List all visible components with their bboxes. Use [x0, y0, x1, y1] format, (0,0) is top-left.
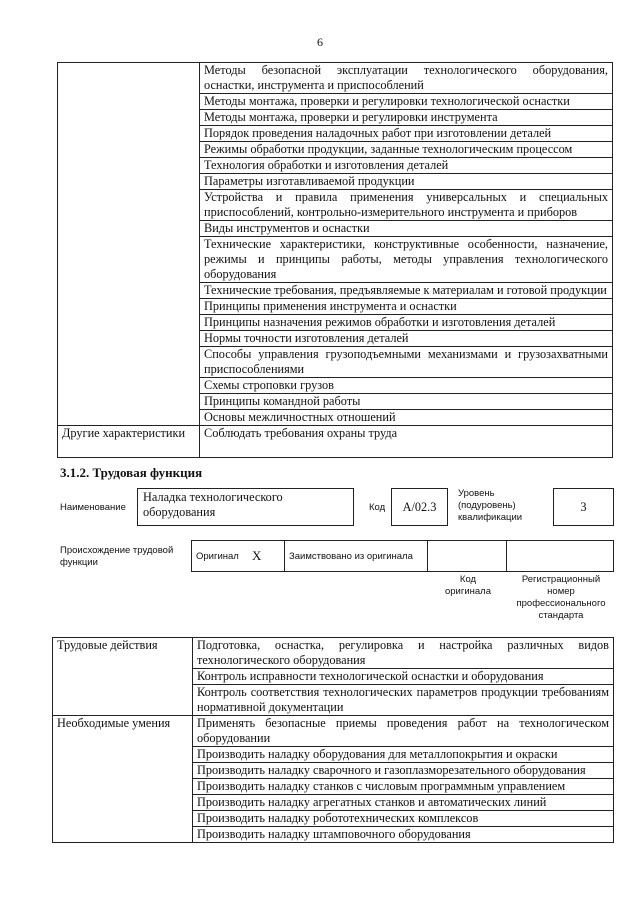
knowledge-row: Методы монтажа, проверки и регулировки технологической оснастки — [200, 94, 613, 110]
skill-row: Применять безопасные приемы проведения работ на технологическом оборудовании — [193, 716, 614, 747]
knowledge-row: Виды инструментов и оснастки — [200, 221, 613, 237]
level-value: 3 — [553, 488, 614, 526]
code-value: А/02.3 — [391, 488, 448, 526]
knowledge-row: Основы межличностных отношений — [200, 410, 613, 426]
code-original-cell — [427, 540, 507, 572]
other-characteristics-label: Другие характеристики — [58, 426, 200, 458]
skill-row: Производить наладку сварочного и газоплазморезательного оборудования — [193, 763, 614, 779]
knowledge-row: Принципы командной работы — [200, 394, 613, 410]
level-label: Уровень (подуровень) квалификации — [458, 488, 523, 523]
action-row: Подготовка, оснастка, регулировка и настройка различных видов технологического оборудования — [193, 638, 614, 669]
knowledge-row: Технология обработки и изготовления деталей — [200, 158, 613, 174]
name-value: Наладка технологического оборудования — [137, 488, 354, 526]
action-row: Контроль соответствия технологических параметров продукции требованиям нормативной документации — [193, 685, 614, 716]
knowledge-row: Методы безопасной эксплуатации технологического оборудования, оснастки, инструмента и приспособлений — [200, 63, 613, 94]
page-number: 6 — [317, 35, 323, 49]
name-label: Наименование — [60, 502, 126, 513]
knowledge-row: Устройства и правила применения универсальных и специальных приспособлений, контрольно-измерительного инструмента и приборов — [200, 190, 613, 221]
knowledge-row: Технические характеристики, конструктивные особенности, назначение, режимы и принципы работы, методы управления технологического оборудования — [200, 237, 613, 283]
knowledge-row: Режимы обработки продукции, заданные технологическим процессом — [200, 142, 613, 158]
origin-label: Происхождение трудовой функции — [60, 545, 174, 568]
knowledge-row: Порядок проведения наладочных работ при изготовлении деталей — [200, 126, 613, 142]
skill-row: Производить наладку станков с числовым программным управлением — [193, 779, 614, 795]
action-row: Контроль исправности технологической оснастки и оборудования — [193, 669, 614, 685]
actions-label: Трудовые действия — [53, 638, 193, 716]
reg-number-cell — [506, 540, 614, 572]
skill-row: Производить наладку оборудования для металлопокрытия и окраски — [193, 747, 614, 763]
knowledge-row: Технические требования, предъявляемые к материалам и готовой продукции — [200, 283, 613, 299]
other-characteristics-value: Соблюдать требования охраны труда — [200, 426, 613, 458]
knowledge-table — [57, 62, 613, 458]
code-label: Код — [369, 502, 386, 513]
section-heading: 3.1.2. Трудовая функция — [60, 465, 203, 480]
reg-number-label: Регистрационный номер профессионального стандарта — [516, 574, 606, 621]
original-mark: X — [252, 548, 262, 563]
actions-skills-table — [52, 637, 614, 843]
skill-row: Производить наладку агрегатных станков и автоматических линий — [193, 795, 614, 811]
borrowed-label: Заимствовано из оригинала — [289, 551, 413, 562]
knowledge-label-cell — [58, 63, 200, 426]
knowledge-row: Способы управления грузоподъемными механизмами и грузозахватными приспособлениями — [200, 347, 613, 378]
knowledge-row: Схемы строповки грузов — [200, 378, 613, 394]
code-original-label: Код оригинала — [444, 574, 491, 597]
knowledge-row: Методы монтажа, проверки и регулировки инструмента — [200, 110, 613, 126]
borrowed-cell — [284, 540, 428, 572]
original-cell — [191, 540, 285, 572]
knowledge-row: Нормы точности изготовления деталей — [200, 331, 613, 347]
knowledge-row: Принципы назначения режимов обработки и изготовления деталей — [200, 315, 613, 331]
knowledge-row: Параметры изготавливаемой продукции — [200, 174, 613, 190]
skill-row: Производить наладку робототехнических комплексов — [193, 811, 614, 827]
knowledge-row: Принципы применения инструмента и оснастки — [200, 299, 613, 315]
skills-label: Необходимые умения — [53, 716, 193, 843]
original-label: Оригинал — [196, 551, 239, 562]
skill-row: Производить наладку штамповочного оборудования — [193, 827, 614, 843]
